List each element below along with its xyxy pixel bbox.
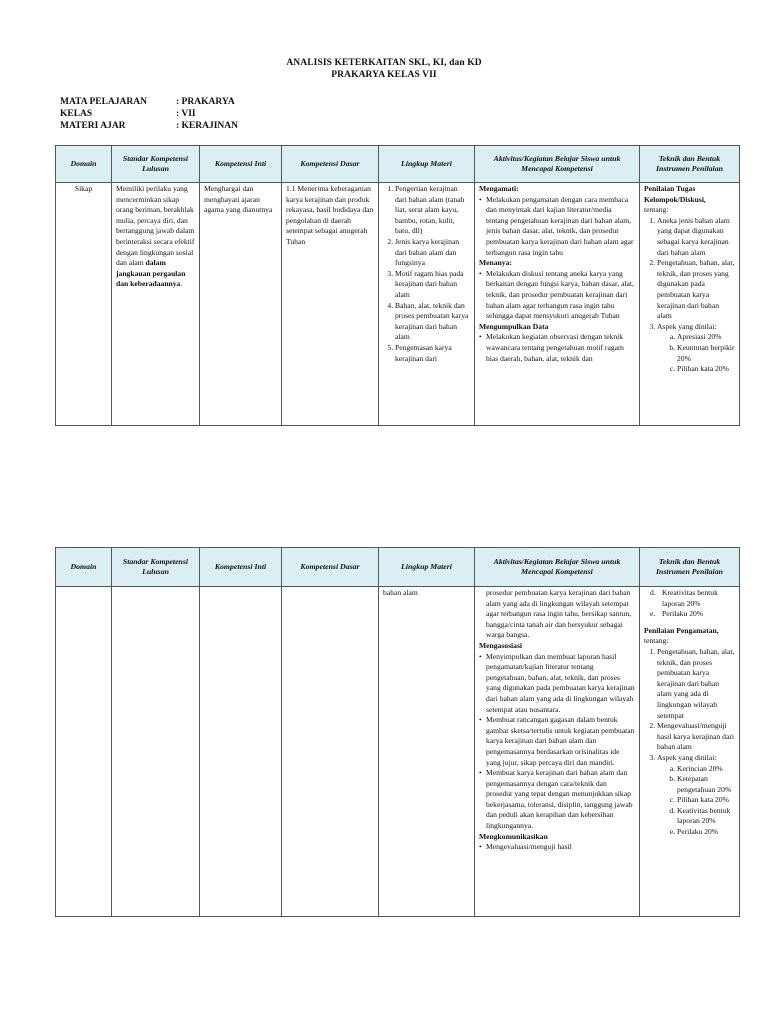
list-item: 3. Motif ragam hias pada kerajinan dari bahan alam xyxy=(395,269,470,301)
column-header-aktivitas: Aktivitas/Kegiatan Belajar Siswa untuk Mencapai Kompetensi xyxy=(475,146,640,183)
assessment-list xyxy=(644,216,735,375)
list-item: 1. Pengertian kerajinan dari bahan alam (tanah liat, serat alam kayu, bambu, rotan, kulit, batu, dll) xyxy=(395,184,470,237)
activity-heading: Mengamati: xyxy=(479,184,519,193)
meta-value: : KERAJINAN xyxy=(176,121,239,131)
cell-skl xyxy=(112,183,200,426)
list-item: • Mengevaluasi/menguji hasil xyxy=(486,842,635,853)
list-item: b. Ketepatan pengetahuan 20% xyxy=(677,774,735,795)
cell-ki xyxy=(200,587,282,917)
column-header-domain: Domain xyxy=(56,548,112,587)
cell-ki xyxy=(200,183,282,426)
assessment-heading: Penilaian Pengamatan, xyxy=(644,625,719,635)
lingkup-list xyxy=(383,184,470,364)
meta-row-material xyxy=(60,120,238,132)
aspect-list xyxy=(657,764,735,838)
cell-lingkup xyxy=(379,587,475,917)
skl-bold: dalam jangkauan pergaulan dan keberadaannya xyxy=(116,258,186,289)
column-header-aktivitas: Aktivitas/Kegiatan Belajar Siswa untuk Mencapai Kompetensi xyxy=(475,548,640,587)
list-item: • Melakukan diskusi tentang aneka karya yang berkaitan dengan fungsi karya, bahan dasar, alat, teknik, dan prosedur pembuatan kerajinan dari bahan alam agar terbangun rasa ingin tahu sehingga dapat mensyukuri anugerah Tuhan xyxy=(486,269,635,322)
table-header-row xyxy=(56,146,740,183)
cell-penilaian xyxy=(640,587,740,917)
activity-heading: Mengkomunikasikan xyxy=(479,831,548,841)
list-item: d. Keativitas bentuk laporan 20% xyxy=(677,806,735,827)
list-item: d. Kreativitas bentuk laporan 20% xyxy=(650,588,718,608)
assessment-sub: tentang: xyxy=(644,636,669,646)
list-item: 3. Aspek yang dinilai: a. Apresiasi 20% b. Keuntutan berpikir 20% c. Pilihan kata 20% xyxy=(657,322,735,375)
document-title: ANALISIS KETERKAITAN SKL, KI, dan KD xyxy=(286,58,482,68)
skl-text xyxy=(116,184,195,290)
activity-heading: Mengumpulkan Data xyxy=(479,321,549,331)
list-item: • Melakukan pengamatan dengan cara membaca dan menyimak dari kajian literatur/media tentang pengetahuan kerajinan dari bahan alam, jenis bahan dasar, alat, teknik, dan prosedur pembuatan karya kerajinan dari bahan alam agar terbangun rasa ingin tahu xyxy=(486,195,635,259)
cell-skl xyxy=(112,587,200,917)
column-header-lingkup: Lingkup Materi xyxy=(379,146,475,183)
meta-label: MATERI AJAR xyxy=(60,121,126,131)
list-item: e. Perilaku 20% xyxy=(677,827,735,838)
list-item: a. Apresiasi 20% xyxy=(677,332,735,343)
cell-penilaian xyxy=(640,183,740,426)
cell-aktivitas xyxy=(475,183,640,426)
activity-continuation: prosedur pembuatan karya kerajinan dari bahan alam yang ada di lingkungan wilayah setempat agar terbangun rasa ingin tahu, bersikap santun, bangga/cinta tanah air dan bersyukur sebagai warga bangsa. xyxy=(486,588,632,640)
list-item: e. Perilaku 20% xyxy=(650,609,704,619)
list-item: 2. Jenis karya kerajinan dari bahan alam dan fungsinya xyxy=(395,237,470,269)
list-item: b. Keuntutan berpikir 20% xyxy=(677,343,735,364)
assessment-list xyxy=(644,647,735,838)
meta-label: KELAS xyxy=(60,109,93,119)
meta-value: : PRAKARYA xyxy=(176,97,235,107)
skl-end: . xyxy=(180,279,183,289)
activity-heading: Menanya: xyxy=(479,258,512,268)
list-item: 4. Bahan, alat, teknik dan proses pembuatan karya kerajinan dari bahan alam xyxy=(395,301,470,343)
assessment-heading: Penilaian Tugas Kelompok/Diskusi, xyxy=(644,184,706,204)
kd-text: 1.1 Menerima keberagaman karya kerajinan dan produk rekayasa, hasil budidaya dan pengolahan di daerah setempat sebagai anugerah Tuhan xyxy=(286,184,374,246)
column-header-kd: Kompetensi Dasar xyxy=(282,146,379,183)
list-item: 1. Aneka jenis bahan alam yang dapat digunakan sebagai karya kerajinan dari bahan alam xyxy=(657,216,735,258)
list-item: a. Kerincian 20% xyxy=(677,764,735,775)
analysis-table-page2 xyxy=(55,547,740,917)
column-header-skl: Standar Kompetensi Lulusan xyxy=(112,548,200,587)
list-item: 3. Aspek yang dinilai: a. Kerincian 20% b. Ketepatan pengetahuan 20% c. Pilihan kata 20% d. Keativitas bentuk laporan 20% e. Perilaku 20% xyxy=(657,753,735,838)
column-header-domain: Domain xyxy=(56,146,112,183)
lingkup-text: bahan alam xyxy=(383,588,418,597)
cell-aktivitas xyxy=(475,587,640,917)
list-item: 2. Mengevaluasi/menguji hasil karya kerajinan dari bahan alam xyxy=(657,721,735,753)
column-header-ki: Kompetensi Inti xyxy=(200,548,282,587)
meta-row-subject xyxy=(60,96,238,108)
column-header-skl: Standar Kompetensi Lulusan xyxy=(112,146,200,183)
list-item: 2. Pengetahuan, bahan, alat, teknik, dan proses yang digunakan pada pembuatan karya kerajinan dari bahan alam xyxy=(657,258,735,322)
list-item: • Membuat rancangan gagasan dalam bentuk gambar sketsa/tertulis untuk kegiatan pembuatan karya kerajinan dari bahan alam dan pengemasannya berdasarkan orisinalitas ide yang jujur, sikap percaya diri dan mandiri. xyxy=(486,715,635,768)
ki-text: Menghargai dan menghayati ajaran agama yang dianutnya xyxy=(204,184,273,215)
cell-lingkup xyxy=(379,183,475,426)
cell-kd xyxy=(282,587,379,917)
table-row xyxy=(56,587,740,917)
cell-kd xyxy=(282,183,379,426)
list-item: 1. Pengetahuan, bahan, alat, teknik, dan proses pembuatan karya kerajinan dari bahan alam yang ada di lingkungan wilayah setempat xyxy=(657,647,735,721)
list-item: 5. Pengemasan karya kerajinan dari xyxy=(395,343,470,364)
meta-row-class xyxy=(60,108,238,120)
table-row xyxy=(56,183,740,426)
aspect-list xyxy=(657,332,735,374)
list-item: • Melakukan kegiatan observasi dengan teknik wawancara tentang pengetahuan motif ragam hias daerah, bahan, alat, teknik dan xyxy=(486,332,635,364)
list-item: c. Pilihan kata 20% xyxy=(677,364,735,375)
list-item: • Membuat karya kerajinan dari bahan alam dan pengemasannya dengan cara/teknik dan prosedur yang tepat dengan menunjukkan sikap bekerjasama, toleransi, disiplin, tanggung jawab dan peduli akan kerapihan dan kebersihan lingkungannya. xyxy=(486,768,635,832)
document-meta xyxy=(60,96,238,132)
column-header-penilaian: Teknik dan Bentuk Instrumen Penilaian xyxy=(640,548,740,587)
list-item: c. Pilihan kata 20% xyxy=(677,795,735,806)
skl-body: Memiliki perilaku yang mencerminkan sikap orang beriman, berakhlak mulia, percaya diri, dan bertanggung jawab dalam berinteraksi secara efektif dengan lingkungan sosial dan alam xyxy=(116,184,195,268)
list-item: • Menyimpulkan dan membuat laporan hasil pengamatan/kajian literatur tentang pengetahuan, bahan, alat, teknik, dan proses yang digunakan pada pembuatan karya kerajinan dari bahan alam yang ada di lingkungan wilayah setempat atau nusantara. xyxy=(486,652,635,716)
activity-heading: Mengasosiasi xyxy=(479,640,523,650)
cell-domain xyxy=(56,183,112,426)
analysis-table-page1 xyxy=(55,145,740,426)
column-header-ki: Kompetensi Inti xyxy=(200,146,282,183)
meta-value: : VII xyxy=(176,109,196,119)
column-header-lingkup: Lingkup Materi xyxy=(379,548,475,587)
meta-label: MATA PELAJARAN xyxy=(60,97,147,107)
column-header-penilaian: Teknik dan Bentuk Instrumen Penilaian xyxy=(640,146,740,183)
domain-text: Sikap xyxy=(74,184,93,193)
document-subtitle: PRAKARYA KELAS VII xyxy=(331,70,437,80)
cell-domain xyxy=(56,587,112,917)
assessment-sub: tentang: xyxy=(644,205,669,215)
column-header-kd: Kompetensi Dasar xyxy=(282,548,379,587)
table-header-row xyxy=(56,548,740,587)
